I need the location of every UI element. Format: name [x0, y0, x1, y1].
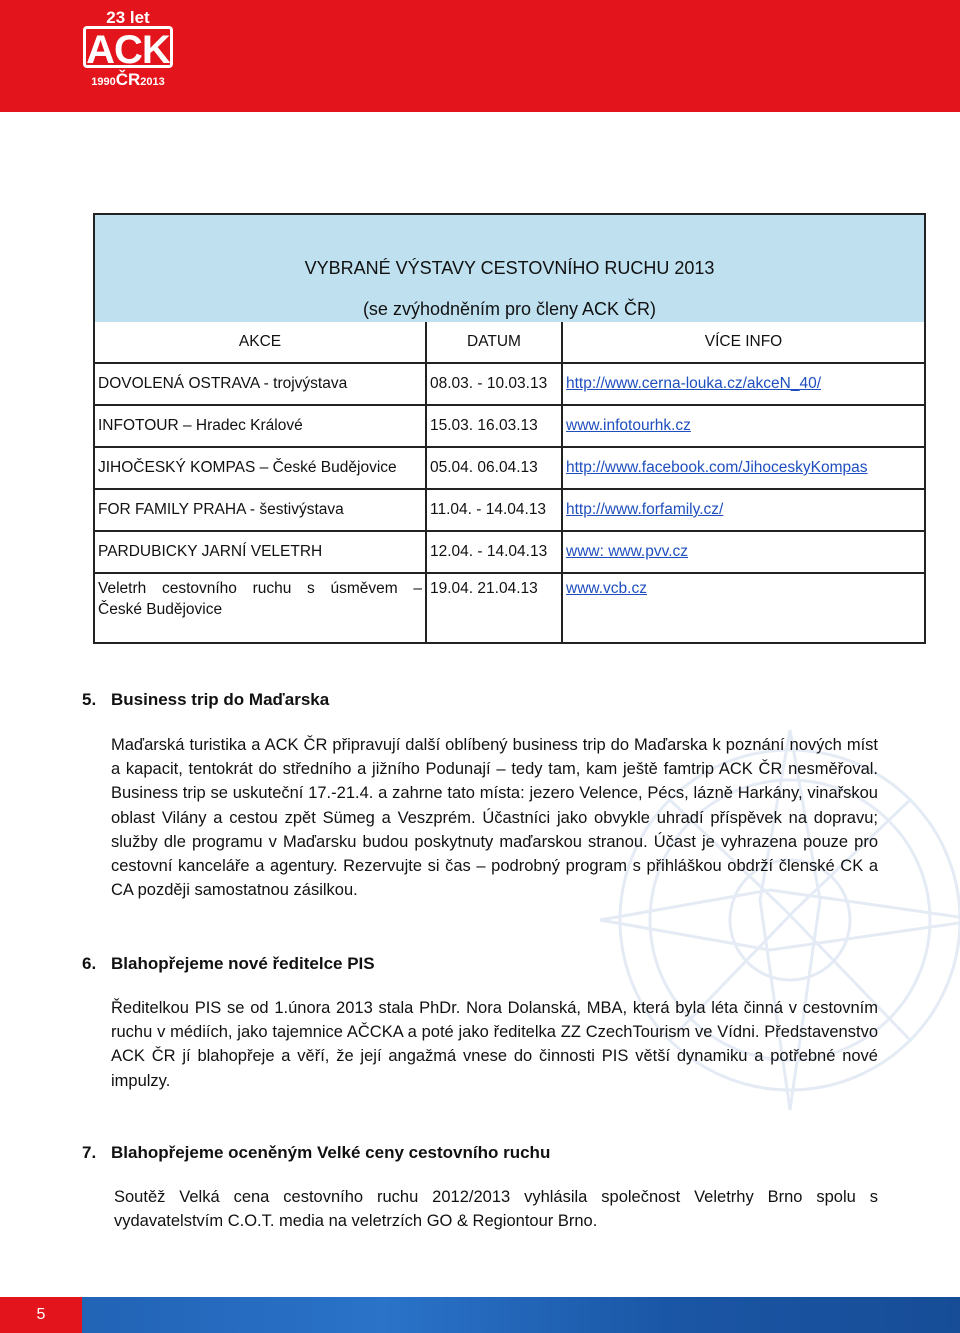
section-heading — [82, 690, 329, 710]
event-name-line2: České Budějovice — [98, 601, 223, 618]
event-link[interactable]: http://www.facebook.com/JihoceskyKompas — [566, 459, 868, 476]
event-date: 19.04. 21.04.13 — [426, 573, 562, 643]
ack-logo — [80, 8, 176, 88]
event-name: FOR FAMILY PRAHA - šestivýstava — [94, 489, 426, 531]
table-header-row — [94, 322, 925, 363]
exhibitions-table — [93, 213, 926, 644]
event-link[interactable]: www: www.pvv.cz — [566, 543, 689, 560]
logo-year-end: 2013 — [140, 76, 165, 88]
logo-years: 23 let — [106, 8, 150, 27]
section-paragraph: Maďarská turistika a ACK ČR připravují další oblíbený business trip do Maďarska k poznání nových míst a kapacit, tentokrát do středního a jižního Podunají – tedy tam, kam ještě famtrip ACK ČR nesměřoval. Business trip se uskuteční 17.-21.4. a zahrne tato místa: jezero Velence, Pécs, lázně Harkány, vinařskou oblast Vilány a cestou zpět Sümeg a Veszprém. Účastníci jako obvykle uhradí příspěvek na dopravu; služby dle programu v Maďarsku budou poskytnuty maďarskou stranou. Účast je vyhrazena pouze pro cestovní kanceláře a agentury. Rezervujte si čas – podrobný program s přihláškou obdrží členské CK a CA později samostatnou zásilkou. — [111, 736, 878, 900]
logo-bottom — [80, 70, 176, 90]
event-link[interactable]: http://www.forfamily.cz/ — [566, 501, 724, 518]
table-title: VYBRANÉ VÝSTAVY CESTOVNÍHO RUCHU 2013 — [304, 258, 715, 278]
section-title: Blahopřejeme oceněným Velké ceny cestovního ruchu — [111, 1143, 551, 1162]
event-name: INFOTOUR – Hradec Králové — [94, 405, 426, 447]
event-name — [94, 573, 426, 643]
col-header-datum: DATUM — [426, 322, 562, 363]
section-heading — [82, 1143, 550, 1163]
section-paragraph: Ředitelkou PIS se od 1.února 2013 stala PhDr. Nora Dolanská, MBA, která byla léta činná v cestovním ruchu v médiích, jako tajemnice AČCKA a poté jako ředitelka ZZ CzechTourism ve Vídni. Představenstvo ACK ČR jí blahopřeje a věří, že její angažmá vnese do činnosti PIS větší dynamiku a potřebné nové impulzy. — [111, 999, 878, 1090]
section-title: Blahopřejeme nové ředitelce PIS — [111, 954, 375, 973]
table-title-cell — [94, 214, 925, 322]
col-header-akce: AKCE — [94, 322, 426, 363]
section-number: 6. — [82, 954, 97, 973]
section-title: Business trip do Maďarska — [111, 690, 330, 709]
table-row — [94, 363, 925, 405]
logo-country: ČR — [115, 70, 141, 89]
event-name-line1: Veletrh cestovního ruchu s úsměvem – — [98, 580, 422, 597]
table-row — [94, 447, 925, 489]
event-date: 12.04. - 14.04.13 — [426, 531, 562, 573]
footer-bar — [0, 1297, 960, 1333]
event-link[interactable]: http://www.cerna-louka.cz/akceN_40/ — [566, 375, 822, 392]
section-number: 5. — [82, 690, 97, 709]
page-number: 5 — [0, 1297, 82, 1333]
event-link[interactable]: www.vcb.cz — [566, 580, 647, 597]
event-date: 05.04. 06.04.13 — [426, 447, 562, 489]
header-band — [0, 0, 960, 112]
table-row — [94, 573, 925, 643]
event-name: DOVOLENÁ OSTRAVA - trojvýstava — [94, 363, 426, 405]
section-heading — [82, 954, 375, 974]
event-name: JIHOČESKÝ KOMPAS – České Budějovice — [94, 447, 426, 489]
logo-acronym: ACK — [83, 26, 173, 68]
event-name: PARDUBICKY JARNÍ VELETRH — [94, 531, 426, 573]
event-date: 08.03. - 10.03.13 — [426, 363, 562, 405]
table-row — [94, 405, 925, 447]
event-link[interactable]: www.infotourhk.cz — [566, 417, 691, 434]
table-row — [94, 531, 925, 573]
logo-year-start: 1990 — [91, 76, 116, 88]
table-subtitle: (se zvýhodněním pro členy ACK ČR) — [362, 299, 657, 319]
table-row — [94, 489, 925, 531]
event-date: 15.03. 16.03.13 — [426, 405, 562, 447]
event-date: 11.04. - 14.04.13 — [426, 489, 562, 531]
section-paragraph: Soutěž Velká cena cestovního ruchu 2012/2013 vyhlásila společnost Veletrhy Brno spolu s vydavatelstvím C.O.T. media na veletrzích GO & Regiontour Brno. — [114, 1188, 878, 1231]
col-header-vice-info: VÍCE INFO — [562, 322, 925, 363]
section-number: 7. — [82, 1143, 97, 1162]
